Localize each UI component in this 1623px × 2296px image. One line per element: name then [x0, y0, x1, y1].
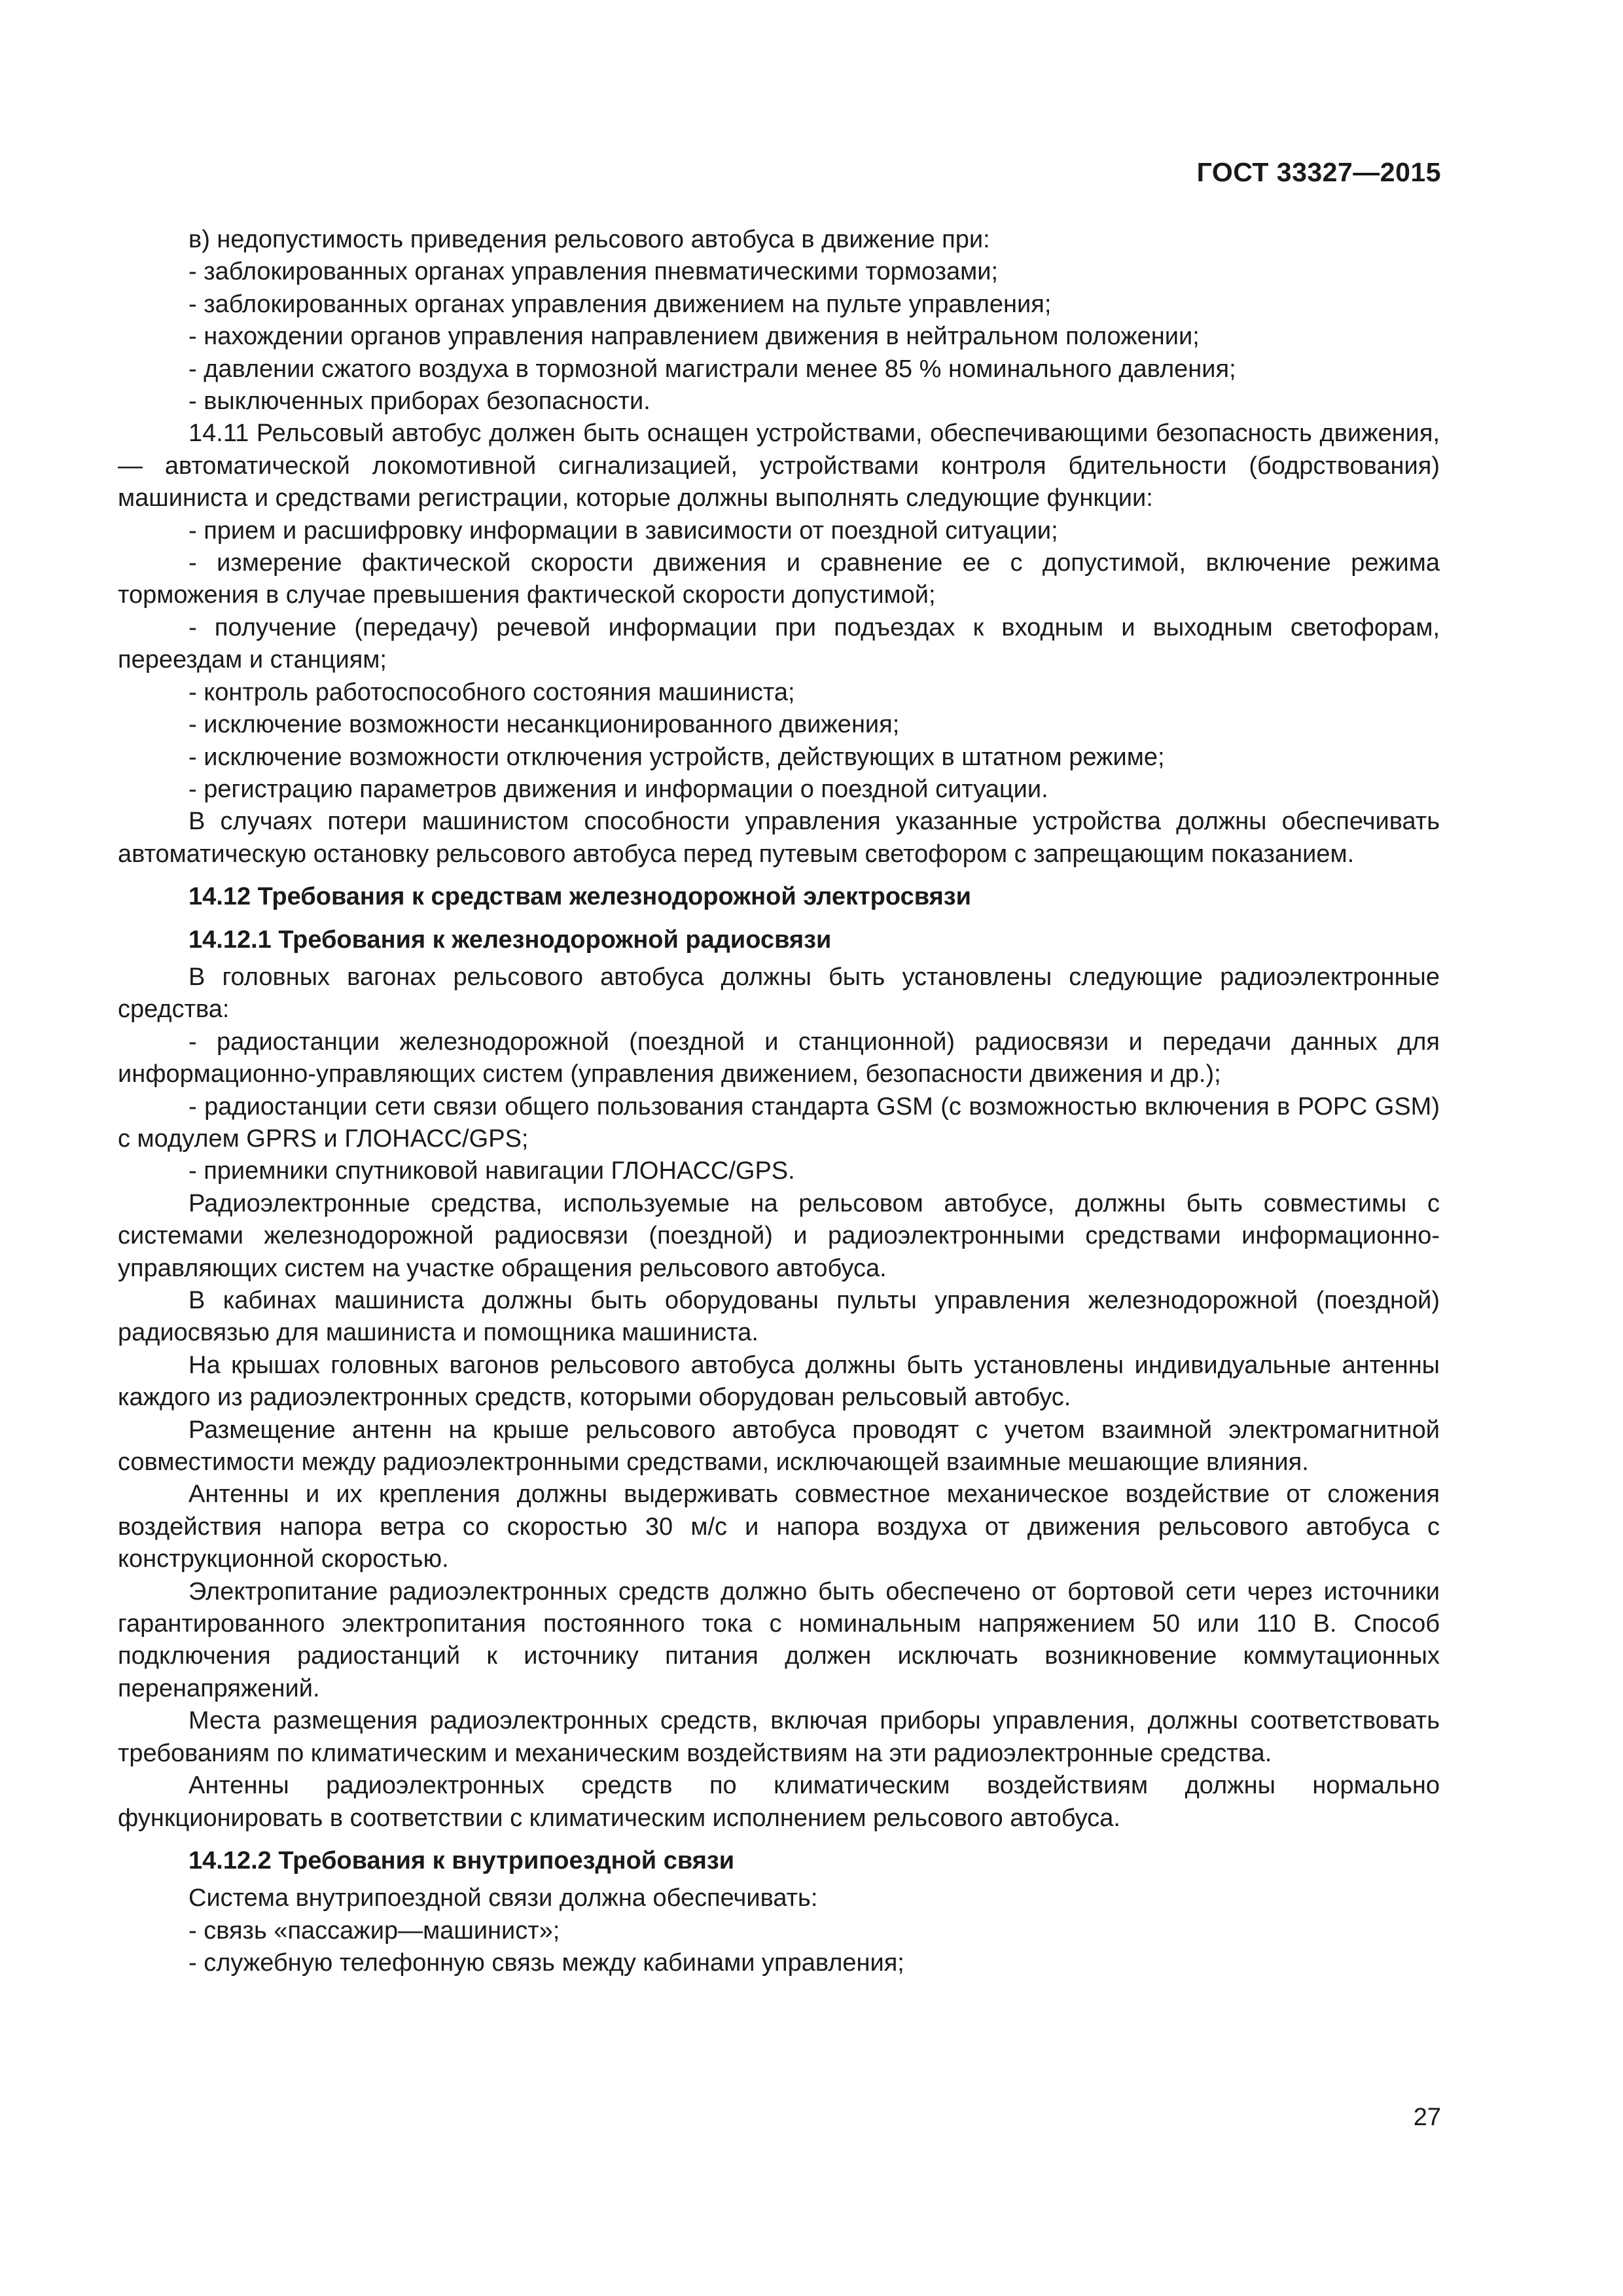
paragraph: - заблокированных органах управления движением на пульте управления; [188, 290, 1052, 318]
document-body [118, 224, 1440, 1980]
paragraph: - радиостанции железнодорожной (поездной и станционной) радиосвязи и передачи данных для информационно-управляющих систем (управления движением, безопасности движения и др.); [118, 1028, 1440, 1088]
paragraph: - заблокированных органах управления пневматическими тормозами; [188, 258, 999, 286]
paragraph: Электропитание радиоэлектронных средств должно быть обеспечено от бортовой сети через источники гарантированного электропитания постоянного тока с номинальным напряжением 50 или 110 В. Способ подключения радиостанций к источнику питания должен исключать возникновение коммутационных перенапряжений. [118, 1577, 1440, 1702]
paragraph: В головных вагонах рельсового автобуса должны быть установлены следующие радиоэлектронные средства: [118, 963, 1440, 1024]
section-heading: 14.12 Требования к средствам железнодорожной электросвязи [188, 883, 972, 911]
document-standard-id: ГОСТ 33327—2015 [1196, 157, 1441, 187]
paragraph: - нахождении органов управления направлением движения в нейтральном положении; [188, 323, 1200, 351]
paragraph: 14.11 Рельсовый автобус должен быть оснащен устройствами, обеспечивающими безопасность движения, — автоматической локомотивной сигнализацией, устройствами контроля бдительности (бодрствования) машиниста и средствами регистрации, которые должны выполнять следующие функции: [118, 420, 1440, 512]
paragraph: Радиоэлектронные средства, используемые на рельсовом автобусе, должны быть совместимы с системами железнодорожной радиосвязи (поездной) и радиоэлектронными средствами информационно-управляющих систем на участке обращения рельсового автобуса. [118, 1189, 1440, 1282]
subsection-heading: 14.12.2 Требования к внутрипоездной связи [188, 1846, 735, 1874]
paragraph: Размещение антенн на крыше рельсового автобуса проводят с учетом взаимной электромагнитной совместимости между радиоэлектронными средствами, исключающей взаимные мешающие влияния. [118, 1416, 1440, 1477]
paragraph: - исключение возможности несанкционированного движения; [188, 711, 900, 739]
paragraph: - получение (передачу) речевой информации при подъездах к входным и выходным светофорам, переездам и станциям; [118, 613, 1440, 674]
paragraph: Антенны радиоэлектронных средств по климатическим воздействиям должны нормально функционировать в соответствии с климатическим исполнением рельсового автобуса. [118, 1772, 1440, 1832]
page-number: 27 [1413, 2104, 1441, 2131]
paragraph: - прием и расшифровку информации в зависимости от поездной ситуации; [188, 516, 1058, 545]
paragraph: - контроль работоспособного состояния машиниста; [188, 678, 795, 706]
paragraph: - регистрацию параметров движения и информации о поездной ситуации. [188, 775, 1048, 803]
paragraph: - исключение возможности отключения устройств, действующих в штатном режиме; [188, 743, 1165, 771]
paragraph: Система внутрипоездной связи должна обеспечивать: [188, 1884, 818, 1912]
paragraph: Места размещения радиоэлектронных средств, включая приборы управления, должны соответствовать требованиям по климатическим и механическим воздействиям на эти радиоэлектронные средства. [118, 1707, 1440, 1767]
paragraph: Антенны и их крепления должны выдерживать совместное механическое воздействие от сложения воздействия напора ветра со скоростью 30 м/с и напора воздуха от движения рельсового автобуса с конструкционной скоростью. [118, 1480, 1440, 1573]
paragraph: В кабинах машиниста должны быть оборудованы пульты управления железнодорожной (поездной) радиосвязью для машиниста и помощника машиниста. [118, 1287, 1440, 1347]
paragraph: в) недопустимость приведения рельсового автобуса в движение при: [188, 226, 990, 253]
paragraph: - служебную телефонную связь между кабинами управления; [188, 1949, 904, 1977]
subsection-heading: 14.12.1 Требования к железнодорожной радиосвязи [188, 925, 832, 954]
paragraph: - измерение фактической скорости движения и сравнение ее с допустимой, включение режима торможения в случае превышения фактической скорости допустимой; [118, 549, 1440, 609]
paragraph: - приемники спутниковой навигации ГЛОНАСС/GPS. [188, 1157, 795, 1185]
paragraph: - радиостанции сети связи общего пользования стандарта GSM (с возможностью включения в РОРС GSM) с модулем GPRS и ГЛОНАСС/GPS; [118, 1092, 1440, 1153]
paragraph: - выключенных приборах безопасности. [188, 387, 651, 416]
paragraph: - давлении сжатого воздуха в тормозной магистрали менее 85 % номинального давления; [188, 355, 1236, 383]
paragraph: В случаях потери машинистом способности управления указанные устройства должны обеспечивать автоматическую остановку рельсового автобуса перед путевым светофором с запрещающим показанием. [118, 808, 1440, 868]
paragraph: - связь «пассажир—машинист»; [188, 1916, 560, 1945]
paragraph: На крышах головных вагонов рельсового автобуса должны быть установлены индивидуальные антенны каждого из радиоэлектронных средств, которыми оборудован рельсовый автобус. [118, 1351, 1440, 1412]
